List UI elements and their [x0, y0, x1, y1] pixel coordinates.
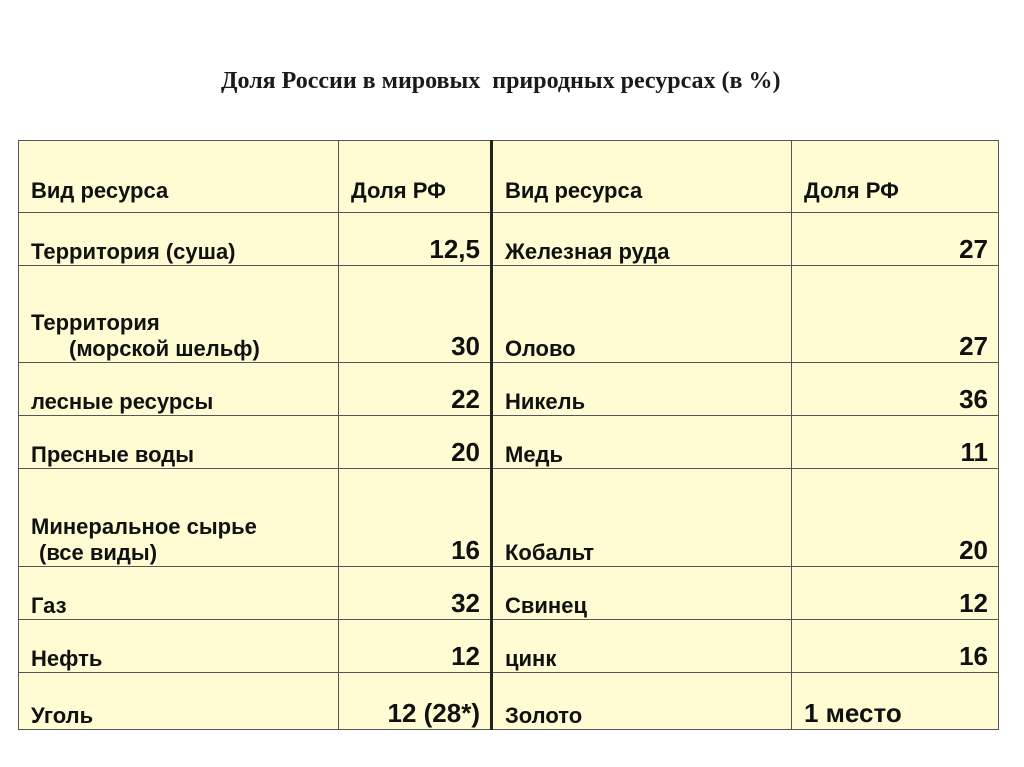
- table-row: [19, 567, 999, 620]
- resource-name: Пресные воды: [19, 416, 339, 469]
- resource-share: 16: [792, 620, 999, 673]
- resource-name: лесные ресурсы: [19, 363, 339, 416]
- resource-name: Уголь: [19, 673, 339, 730]
- resource-share: 27: [792, 266, 999, 363]
- resource-name: [19, 469, 339, 567]
- resource-share: 20: [792, 469, 999, 567]
- resource-name: Свинец: [492, 567, 792, 620]
- table-row: [19, 620, 999, 673]
- resource-name-line2: (морской шельф): [69, 336, 260, 361]
- resource-name: Территория (суша): [19, 213, 339, 266]
- resource-share: 30: [339, 266, 492, 363]
- resource-share: 1 место: [792, 673, 999, 730]
- table-row: [19, 673, 999, 730]
- resource-share: 12: [339, 620, 492, 673]
- resource-name: Газ: [19, 567, 339, 620]
- resource-name: Нефть: [19, 620, 339, 673]
- resource-share: 22: [339, 363, 492, 416]
- resource-share: 32: [339, 567, 492, 620]
- header-resource-right: Вид ресурса: [492, 141, 792, 213]
- resource-name: цинк: [492, 620, 792, 673]
- resource-name-line1: Минеральное сырье: [31, 514, 257, 539]
- resource-name: [19, 266, 339, 363]
- resource-share: 11: [792, 416, 999, 469]
- resource-share: 36: [792, 363, 999, 416]
- resource-share: 27: [792, 213, 999, 266]
- header-share-right: Доля РФ: [792, 141, 999, 213]
- table-row: [19, 416, 999, 469]
- resource-name: Железная руда: [492, 213, 792, 266]
- page-title: Доля России в мировых природных ресурсах (в %): [221, 68, 781, 94]
- table-row: [19, 266, 999, 363]
- header-resource-left: Вид ресурса: [19, 141, 339, 213]
- resource-name: Золото: [492, 673, 792, 730]
- resource-name: Олово: [492, 266, 792, 363]
- resource-share: 16: [339, 469, 492, 567]
- resource-name: Кобальт: [492, 469, 792, 567]
- resource-share: 12,5: [339, 213, 492, 266]
- header-share-left: Доля РФ: [339, 141, 492, 213]
- resource-name-line2: (все виды): [39, 540, 158, 565]
- table-row: [19, 469, 999, 567]
- table-row: [19, 363, 999, 416]
- resource-share: 12: [792, 567, 999, 620]
- resource-name-line1: Территория: [31, 310, 160, 335]
- table-row: [19, 213, 999, 266]
- resources-table: [18, 140, 999, 730]
- resource-share: 20: [339, 416, 492, 469]
- resource-share: 12 (28*): [339, 673, 492, 730]
- table-header-row: [19, 141, 999, 213]
- resource-name: Никель: [492, 363, 792, 416]
- resource-name: Медь: [492, 416, 792, 469]
